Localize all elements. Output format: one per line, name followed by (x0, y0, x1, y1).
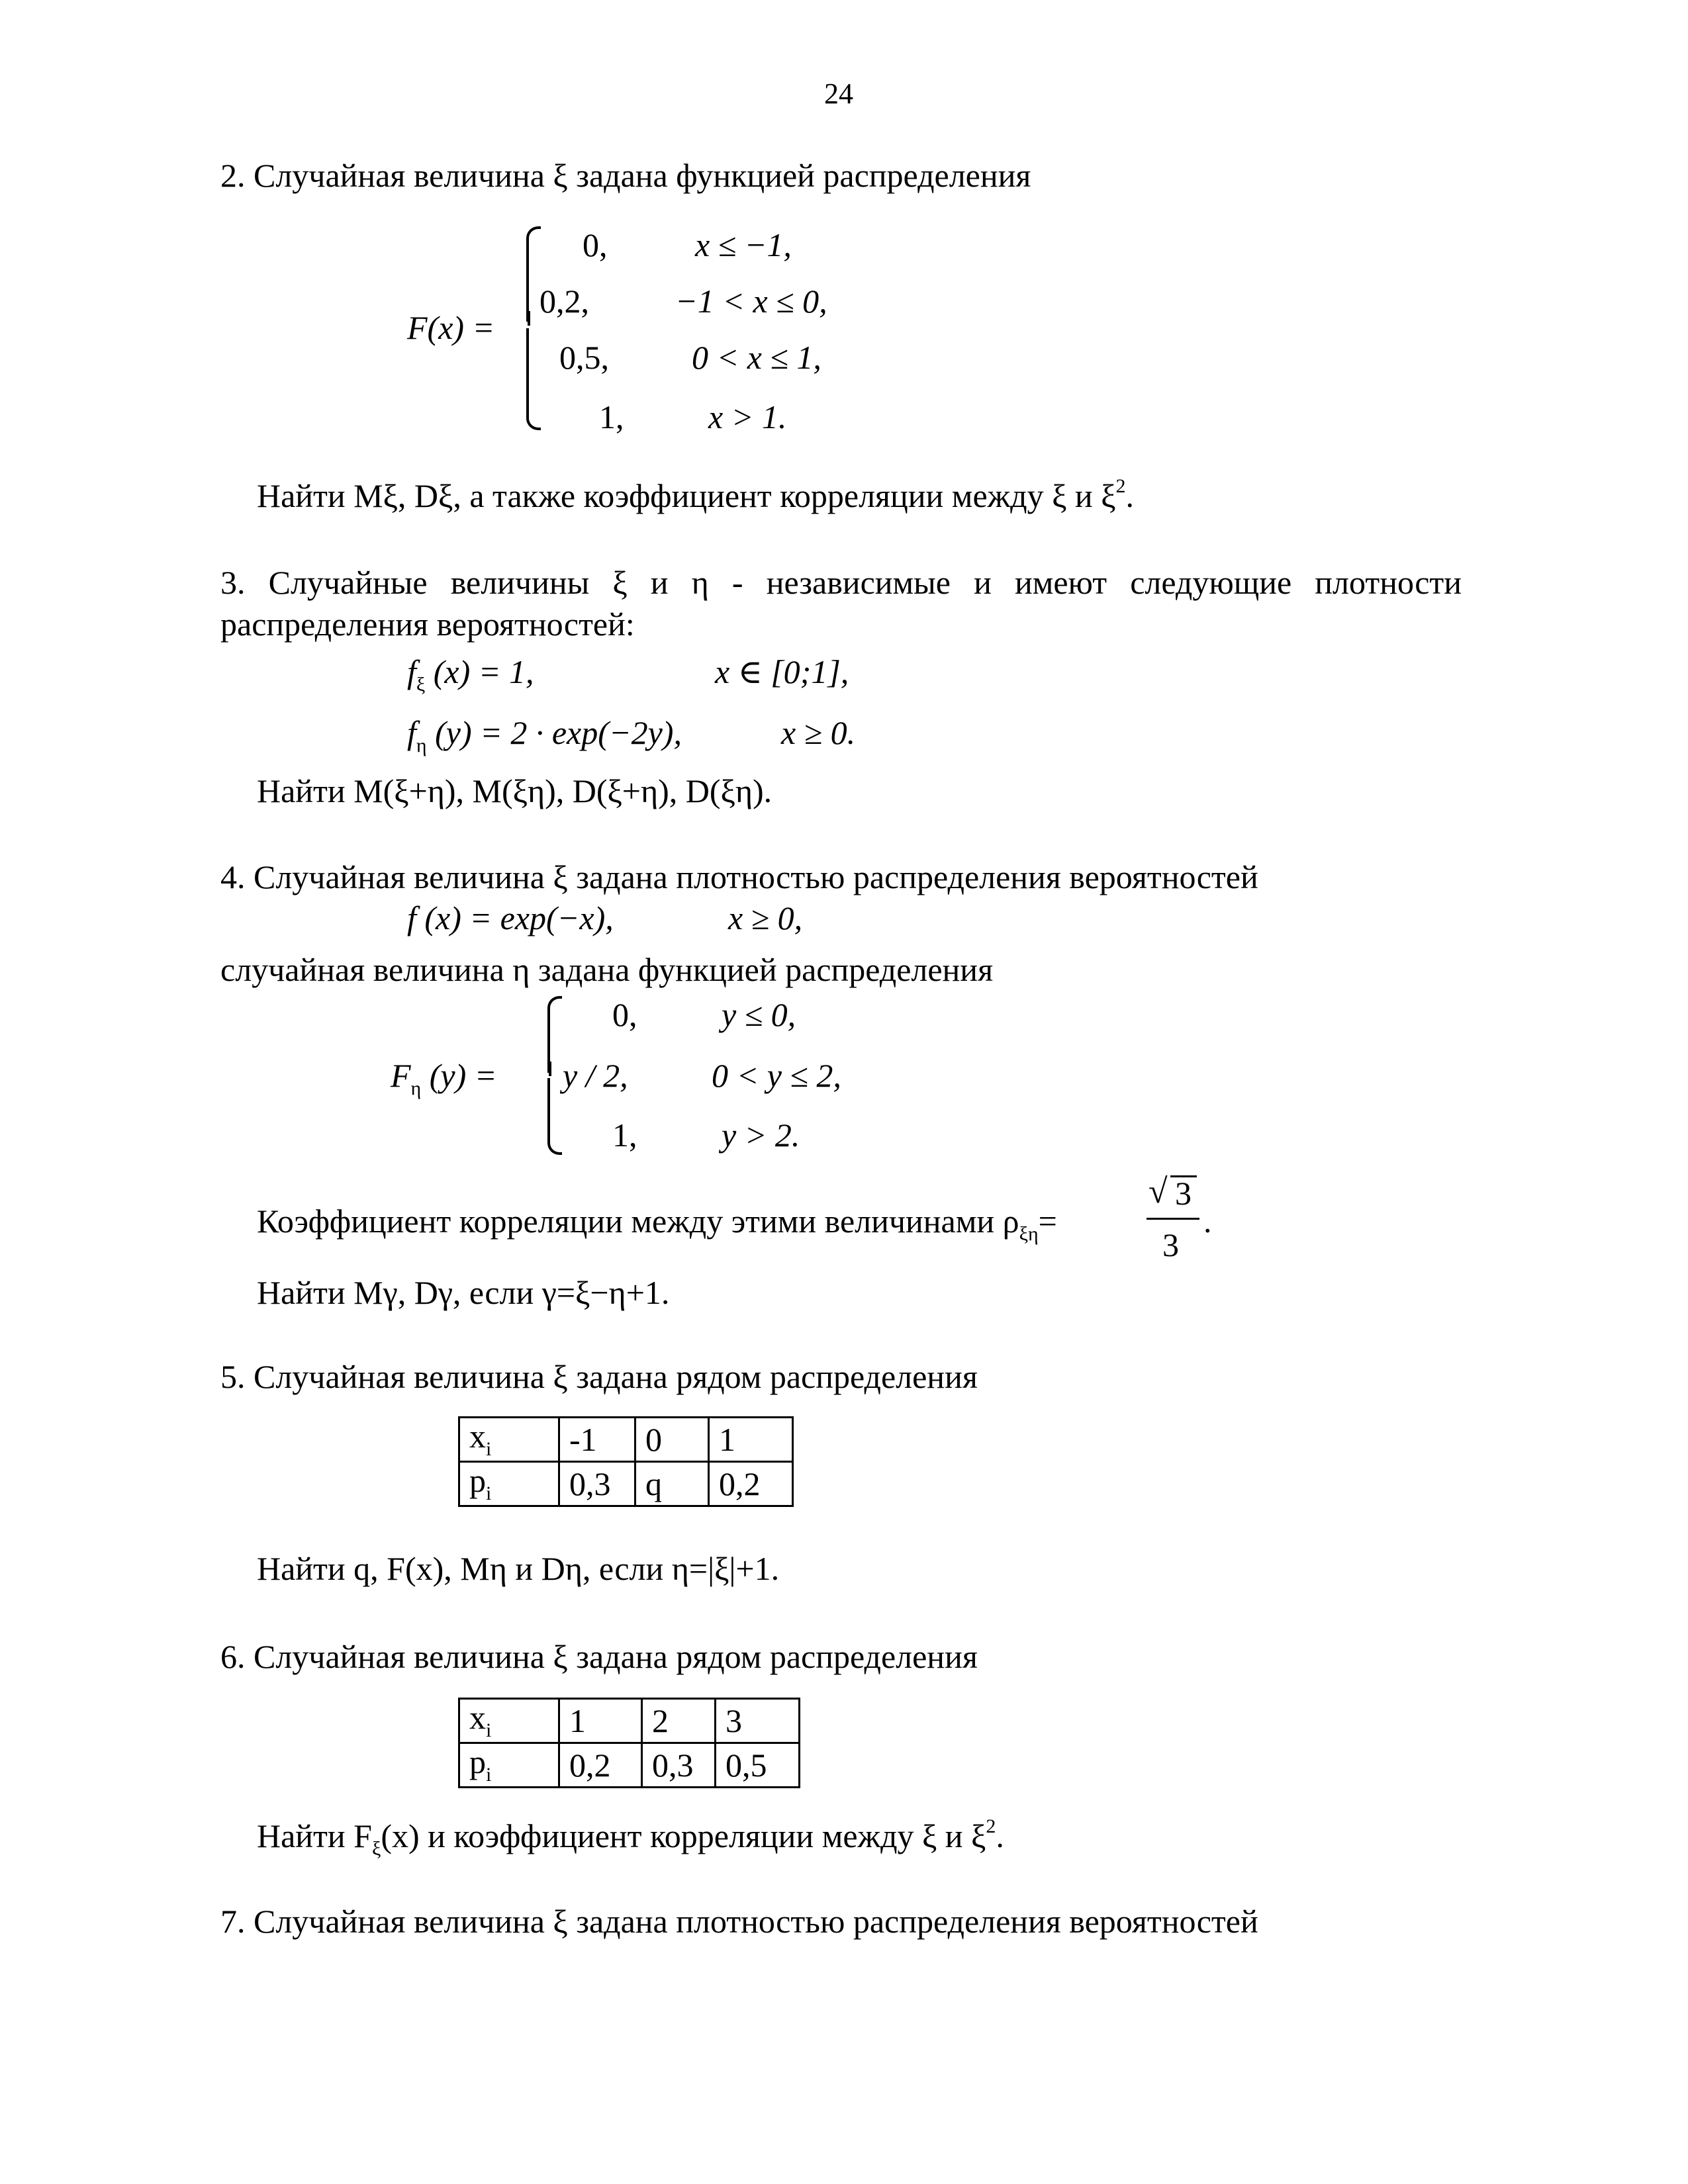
problem-3-density-eta-cond: x ≥ 0. (781, 714, 856, 751)
problem-4-intro: 4. Случайная величина ξ задана плотностью распределения вероятностей (220, 858, 1258, 895)
problem-2-case-4-value: 1, (599, 398, 624, 435)
problem-4-correlation-text: Коэффициент корреляции между этими величинами $\rho_{\xi\eta}=$ (257, 1203, 1057, 1245)
cell-p-2: 0,3 (642, 1743, 716, 1788)
page-number: 24 (824, 77, 853, 110)
problem-4-density: f (x) = exp(−x), (407, 899, 614, 936)
fraction-numerator: 3 (1175, 1175, 1192, 1212)
table-row-x (459, 1418, 793, 1462)
problem-2-case-2-value: 0,2, (539, 283, 589, 320)
problem-3-density-xi: $f_\xi$ (x) = 1, (407, 653, 534, 696)
cell-p-3: 0,2 (709, 1462, 793, 1506)
problem-5-task: Найти q, F(x), Mη и Dη, если η=|ξ|+1. (257, 1550, 780, 1587)
problem-2-case-2-cond: −1 < x ≤ 0, (675, 283, 827, 320)
problem-3-task: Найти M(ξ+η), M(ξη), D(ξ+η), D(ξη). (257, 772, 773, 809)
table-row-x (459, 1699, 800, 1743)
row-label-p: $p_i$ (459, 1462, 559, 1506)
problem-3-density-xi-cond: x ∈ [0;1], (715, 653, 849, 690)
table-row-p (459, 1743, 800, 1788)
problem-4-density-cond: x ≥ 0, (728, 899, 803, 936)
problem-6-task: Найти $F_\xi(x)$ и коэффициент корреляции между ξ и $\xi^2$. (257, 1815, 1004, 1860)
cell-p-2: q (635, 1462, 709, 1506)
cell-p-3: 0,5 (716, 1743, 800, 1788)
problem-2-lhs: F(x) = (407, 309, 495, 346)
problem-4-case-3-value: 1, (612, 1116, 637, 1154)
problem-4-task: Найти Mγ, Dγ, если γ=ξ−η+1. (257, 1274, 670, 1311)
problem-4-case-3-cond: y > 2. (722, 1116, 800, 1154)
row-label-p: $p_i$ (459, 1743, 559, 1788)
table-row-p (459, 1462, 793, 1506)
problem-2-case-4-cond: x > 1. (708, 398, 787, 435)
problem-3-intro-line-1: 3. Случайные величины ξ и η - независимые и имеют следующие плотности (220, 564, 1462, 601)
problem-2-case-1-cond: x ≤ −1, (695, 226, 792, 263)
problem-4-case-1-cond: y ≤ 0, (722, 996, 796, 1033)
row-label-x: $x_i$ (459, 1699, 559, 1743)
row-label-x: $x_i$ (459, 1418, 559, 1462)
cell-x-2: 2 (642, 1699, 716, 1743)
cell-x-3: 1 (709, 1418, 793, 1462)
cell-p-1: 0,3 (559, 1462, 635, 1506)
problem-7-intro: 7. Случайная величина ξ задана плотностью распределения вероятностей (220, 1903, 1258, 1940)
problem-3-intro-line-2: распределения вероятностей: (220, 606, 635, 643)
problem-2-case-3-value: 0,5, (559, 339, 609, 376)
problem-5-intro: 5. Случайная величина ξ задана рядом распределения (220, 1358, 978, 1395)
cell-x-1: 1 (559, 1699, 642, 1743)
problem-2-intro: 2. Случайная величина ξ задана функцией распределения (220, 157, 1031, 194)
problem-6-distribution-table (458, 1698, 800, 1788)
problem-5-distribution-table (458, 1416, 794, 1507)
fraction-period: . (1203, 1203, 1212, 1240)
fraction-denominator: 3 (1162, 1226, 1179, 1263)
problem-4-case-2-value: y / 2, (563, 1057, 628, 1094)
cell-x-1: -1 (559, 1418, 635, 1462)
sqrt-sign: √ (1149, 1173, 1168, 1210)
problem-4-case-1-value: 0, (612, 996, 637, 1033)
problem-6-intro: 6. Случайная величина ξ задана рядом распределения (220, 1638, 978, 1675)
problem-4-case-2-cond: 0 < y ≤ 2, (712, 1057, 841, 1094)
cell-x-3: 3 (716, 1699, 800, 1743)
problem-4-lhs: $F_\eta$ (y) = (391, 1057, 497, 1099)
cell-x-2: 0 (635, 1418, 709, 1462)
problem-4-intro-2: случайная величина η задана функцией распределения (220, 951, 994, 988)
cell-p-1: 0,2 (559, 1743, 642, 1788)
problem-3-density-eta: $f_\eta$ (y) = 2 · exp(−2y), (407, 714, 682, 756)
problem-2-case-1-value: 0, (583, 226, 608, 263)
problem-2-case-3-cond: 0 < x ≤ 1, (692, 339, 821, 376)
problem-2-task: Найти Mξ, Dξ, а также коэффициент корреляции между ξ и $\xi^2$. (257, 475, 1134, 514)
